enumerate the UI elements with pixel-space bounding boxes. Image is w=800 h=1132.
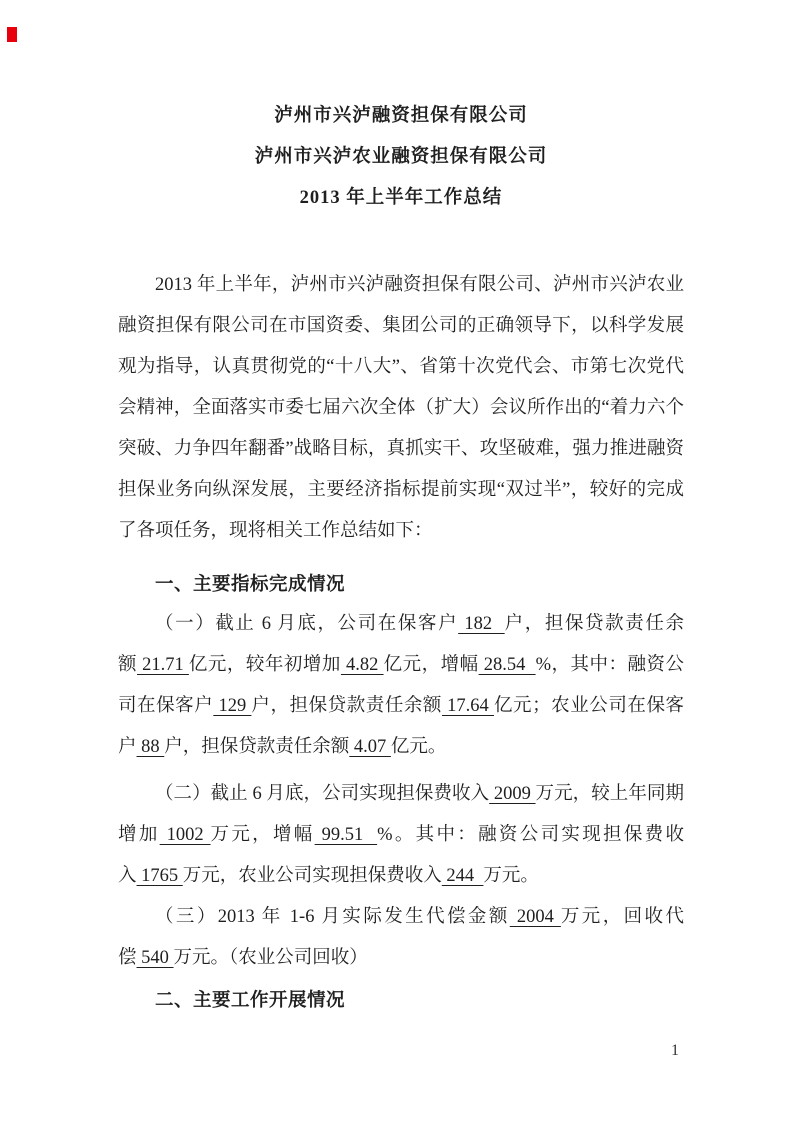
underlined-value: 88 [136,737,165,757]
document-title-line-1: 泸州市兴泸融资担保有限公司 [274,106,528,126]
underlined-value: 182 [458,614,505,634]
text-run: 万元，增幅 [210,825,315,845]
underlined-value: 540 [136,948,174,968]
text-run: 亿元，较年初增加 [188,655,341,675]
section-1-paragraph-3 [118,897,684,979]
text-run: （一）截止 6 月底，公司在保客户 [155,614,459,634]
underlined-value: 17.64 [442,696,494,716]
text-run: （三）2013 年 1-6 月实际发生代偿金额 [155,907,510,927]
text-run: 户，担保贷款责任余额 [118,614,684,675]
text-run: 亿元，增幅 [383,655,479,675]
text-run: %。其中：融资公司实现担保费收入 [118,825,684,886]
section-1-paragraph-2 [118,774,684,897]
page-number: 1 [671,1042,679,1059]
underlined-value: 2004 [509,907,561,927]
text-run: %，其中：融资公司在保客户 [118,655,685,716]
underlined-value: 4.82 [340,655,384,675]
underlined-value: 21.71 [137,655,189,675]
document-content [118,96,684,1020]
title-block [118,96,684,219]
underlined-value: 2009 [489,784,536,804]
text-run: 万元。（农业公司回收） [173,948,368,968]
section-1-heading: 一、主要指标完成情况 [155,573,346,594]
text-run: 户，担保贷款责任余额 [164,737,350,757]
text-run: 万元，回收代偿 [118,907,684,968]
text-run: 户，担保贷款责任余额 [251,696,442,716]
text-run: 亿元；农业公司在保客户 [118,696,685,757]
underlined-value: 244 [441,866,484,886]
intro-paragraph: 2013 年上半年，泸州市兴泸融资担保有限公司、泸州市兴泸农业融资担保有限公司在市国资委、集团公司的正确领导下，以科学发展观为指导，认真贯彻党的“十八大”、省第十次党代会、市第七次党代会精神，全面落实市委七届六次全体（扩大）会议所作出的“着力六个突破、力争四年翻番”战略目标，真抓实干、攻坚破难，强力推进融资担保业务向纵深发展，主要经济指标提前实现“双过半”，较好的完成了各项任务，现将相关工作总结如下： [118,275,684,541]
red-marker [7,27,17,42]
text-run: 万元，较上年同期增加 [118,784,684,845]
underlined-value: 1002 [159,825,211,845]
underlined-value: 28.54 [478,655,536,675]
text-run: 亿元。 [390,737,447,757]
underlined-value: 4.07 [349,737,391,757]
section-2-heading: 二、主要工作开展情况 [155,989,346,1010]
section-1-paragraph-1 [118,604,684,768]
underlined-value: 99.51 [314,825,378,845]
document-title-line-2: 泸州市兴泸农业融资担保有限公司 [254,147,548,167]
text-run: （二）截止 6 月底，公司实现担保费收入 [155,784,490,804]
document-title-line-3: 2013 年上半年工作总结 [299,188,503,208]
underlined-value: 1765 [136,866,183,886]
text-run: 万元，农业公司实现担保费收入 [182,866,442,886]
underlined-value: 129 [213,696,252,716]
text-run: 万元。 [483,866,539,886]
